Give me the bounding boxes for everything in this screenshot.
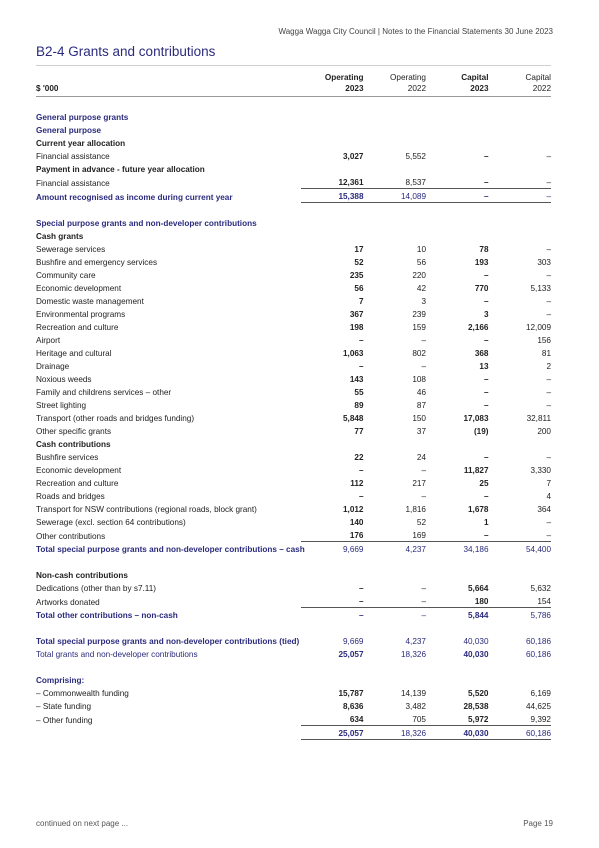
col-operating-2022: Operating 2022 — [364, 72, 427, 97]
row-label: Bushfire and emergency services — [36, 258, 158, 267]
row-value: 5,520 — [468, 689, 489, 698]
row-value: 14,139 — [400, 689, 426, 698]
row-value: 150 — [412, 414, 426, 423]
row-value: – — [483, 492, 489, 501]
row-value: 140 — [349, 518, 364, 527]
row-value: 770 — [474, 284, 489, 293]
row-value: – — [358, 362, 364, 371]
row-value: 180 — [474, 597, 489, 606]
row-value: – — [421, 362, 426, 371]
row-value: – — [421, 492, 426, 501]
table-row — [36, 255, 551, 268]
table-row — [36, 463, 551, 476]
row-value: – — [483, 297, 489, 306]
row-value: 5,632 — [530, 584, 551, 593]
row-value: 5,664 — [468, 584, 489, 593]
table-row: Financial assistance 3,027 5,552 – – — [36, 152, 551, 161]
comprising-heading: Comprising: — [36, 676, 85, 685]
row-value: – — [483, 375, 489, 384]
group-heading: Current year allocation — [36, 139, 126, 148]
row-value: 22 — [354, 453, 364, 462]
row-value: 217 — [412, 479, 426, 488]
row-label: Domestic waste management — [36, 297, 144, 306]
row-value: 169 — [364, 528, 427, 542]
table-row — [36, 307, 551, 320]
row-value: 3 — [483, 310, 489, 319]
row-value: – — [483, 453, 489, 462]
row-value: 56 — [354, 284, 364, 293]
row-value: – — [421, 597, 426, 606]
table-row — [36, 699, 551, 712]
row-value: 81 — [541, 349, 551, 358]
row-label: Airport — [36, 336, 61, 345]
table-row — [36, 502, 551, 515]
row-label: Noxious weeds — [36, 375, 92, 384]
row-value: 7 — [546, 479, 551, 488]
group-heading: Non-cash contributions — [36, 571, 128, 580]
row-value: 8,636 — [343, 702, 364, 711]
row-value: 176 — [301, 528, 364, 542]
total-row: Total other contributions – non-cash – – 5,844 5,786 — [36, 608, 551, 622]
row-value: 15,787 — [338, 689, 364, 698]
total-row: 25,057 18,326 40,030 60,186 — [36, 726, 551, 740]
section-subheading: General purpose — [36, 126, 102, 135]
row-value: 5,972 — [468, 715, 489, 724]
table-row — [36, 489, 551, 502]
row-value: 3,482 — [405, 702, 426, 711]
row-value: 28,538 — [463, 702, 489, 711]
row-value: – — [421, 584, 426, 593]
table-row — [36, 528, 551, 542]
row-value: 37 — [416, 427, 426, 436]
row-value: – — [489, 528, 552, 542]
row-value: – — [421, 336, 426, 345]
group-heading: Cash contributions — [36, 440, 111, 449]
group-heading: Cash grants — [36, 232, 84, 241]
group-heading: Payment in advance - future year allocation — [36, 165, 205, 174]
total-row: Total special purpose grants and non-developer contributions (tied) 9,669 4,237 40,030 60,186 — [36, 637, 551, 646]
row-value: 46 — [416, 388, 426, 397]
table-row — [36, 268, 551, 281]
row-value: 89 — [354, 401, 364, 410]
row-value: 32,811 — [526, 414, 551, 423]
row-value: 9,392 — [530, 715, 551, 724]
row-value: – — [426, 528, 489, 542]
row-value: – — [546, 310, 551, 319]
col-capital-2023: Capital 2023 — [426, 72, 489, 97]
row-value: 156 — [537, 336, 551, 345]
total-row: Total special purpose grants and non-developer contributions – cash 9,669 4,237 34,186 54,400 — [36, 545, 551, 554]
unit-label: $ '000 — [36, 72, 301, 97]
row-value: 220 — [412, 271, 426, 280]
table-row — [36, 581, 551, 594]
row-value: 634 — [349, 715, 364, 724]
table-row — [36, 594, 551, 608]
row-value: – — [546, 271, 551, 280]
section-heading: Special purpose grants and non-developer contributions — [36, 219, 257, 228]
row-label: Recreation and culture — [36, 323, 119, 332]
row-value: (19) — [473, 427, 489, 436]
row-value: 303 — [537, 258, 551, 267]
row-value: – — [358, 466, 364, 475]
table-row — [36, 398, 551, 411]
title-divider — [36, 65, 551, 66]
row-label: Heritage and cultural — [36, 349, 112, 358]
table-row: Financial assistance 12,361 8,537 – – — [36, 175, 551, 189]
row-value: 143 — [349, 375, 364, 384]
row-label: Family and childrens services – other — [36, 388, 172, 397]
grand-total-row: Total grants and non-developer contributions 25,057 18,326 40,030 60,186 — [36, 650, 551, 659]
row-value: – — [546, 375, 551, 384]
row-value: 7 — [358, 297, 364, 306]
row-value: – — [546, 518, 551, 527]
table-row — [36, 385, 551, 398]
row-value: 200 — [537, 427, 551, 436]
row-value: – — [358, 336, 364, 345]
col-operating-2023: Operating 2023 — [301, 72, 364, 97]
row-value: – — [358, 597, 364, 606]
row-value: 55 — [354, 388, 364, 397]
row-label: Other specific grants — [36, 427, 112, 436]
col-capital-2022: Capital 2022 — [489, 72, 552, 97]
row-value: 25 — [479, 479, 489, 488]
row-value: 2,166 — [468, 323, 489, 332]
row-value: 52 — [416, 518, 426, 527]
row-value: 10 — [416, 245, 426, 254]
row-label: Transport (other roads and bridges funding) — [36, 414, 195, 423]
row-value: 2 — [546, 362, 551, 371]
continued-note: continued on next page ... — [36, 819, 129, 828]
row-value: 1 — [483, 518, 489, 527]
table-row — [36, 686, 551, 699]
row-label: Sewerage services — [36, 245, 106, 254]
row-value: 235 — [349, 271, 364, 280]
row-value: – — [483, 401, 489, 410]
row-label: Transport for NSW contributions (regional roads, block grant) — [36, 505, 257, 514]
row-value: 5,133 — [530, 284, 551, 293]
total-row: Amount recognised as income during current year 15,388 14,089 – – — [36, 189, 551, 203]
row-value: 87 — [416, 401, 426, 410]
page-header: Wagga Wagga City Council | Notes to the Financial Statements 30 June 2023 — [278, 27, 553, 36]
row-value: – — [546, 388, 551, 397]
row-value: 1,816 — [405, 505, 426, 514]
row-value: 239 — [412, 310, 426, 319]
grants-table — [36, 72, 551, 740]
row-value: 705 — [412, 715, 426, 724]
row-label: Other contributions — [36, 531, 106, 541]
table-row — [36, 359, 551, 372]
row-value: 42 — [416, 284, 426, 293]
row-value: 24 — [416, 453, 426, 462]
row-value: 198 — [349, 323, 364, 332]
row-label: Economic development — [36, 466, 122, 475]
row-value: – — [546, 245, 551, 254]
table-header-row — [36, 72, 551, 97]
row-value: 364 — [537, 505, 551, 514]
table-row — [36, 242, 551, 255]
row-value: 368 — [474, 349, 489, 358]
row-value: 56 — [416, 258, 426, 267]
row-label: Dedications (other than by s7.11) — [36, 584, 156, 593]
row-value: – — [358, 492, 364, 501]
row-value: 78 — [479, 245, 489, 254]
table-row — [36, 515, 551, 528]
table-row — [36, 320, 551, 333]
row-value: 1,012 — [343, 505, 364, 514]
row-value: 12,009 — [525, 323, 551, 332]
table-row — [36, 712, 551, 726]
row-value: – — [483, 336, 489, 345]
row-value: 6,169 — [530, 689, 551, 698]
row-label: Drainage — [36, 362, 70, 371]
row-value: 5,848 — [343, 414, 364, 423]
table-row — [36, 476, 551, 489]
table-row — [36, 450, 551, 463]
row-value: 44,625 — [525, 702, 551, 711]
section-title: B2-4 Grants and contributions — [36, 44, 216, 59]
table-row — [36, 294, 551, 307]
row-value: 108 — [412, 375, 426, 384]
row-label: Economic development — [36, 284, 122, 293]
row-label: Street lighting — [36, 401, 87, 410]
row-value: 367 — [349, 310, 364, 319]
row-value: 112 — [350, 479, 364, 488]
row-label: – Commonwealth funding — [36, 689, 129, 698]
row-value: 4 — [546, 492, 551, 501]
table-row — [36, 333, 551, 346]
row-value: – — [421, 466, 426, 475]
row-value: 154 — [537, 597, 551, 606]
row-label: Sewerage (excl. section 64 contributions) — [36, 518, 186, 527]
row-value: 193 — [474, 258, 489, 267]
row-value: 11,827 — [463, 466, 489, 475]
row-value: 159 — [412, 323, 426, 332]
row-value: 17 — [354, 245, 364, 254]
row-label: – Other funding — [36, 715, 93, 725]
row-value: – — [546, 297, 551, 306]
row-value: 1,678 — [468, 505, 489, 514]
table-row — [36, 346, 551, 359]
table-row — [36, 372, 551, 385]
table-row — [36, 281, 551, 294]
row-value: 17,083 — [463, 414, 489, 423]
row-value: – — [546, 453, 551, 462]
row-label: Community care — [36, 271, 96, 280]
row-value: – — [483, 271, 489, 280]
row-label: Bushfire services — [36, 453, 99, 462]
row-value: 77 — [354, 427, 364, 436]
row-label: Roads and bridges — [36, 492, 105, 501]
table-row — [36, 424, 551, 437]
row-label: – State funding — [36, 702, 92, 711]
row-value: – — [358, 584, 364, 593]
row-value: 1,063 — [343, 349, 364, 358]
page-number: Page 19 — [523, 819, 553, 828]
row-label: Recreation and culture — [36, 479, 119, 488]
row-value: 3,330 — [530, 466, 551, 475]
row-value: 3 — [421, 297, 426, 306]
row-value: 13 — [479, 362, 489, 371]
section-heading: General purpose grants — [36, 113, 129, 122]
row-value: 802 — [412, 349, 426, 358]
row-label: Environmental programs — [36, 310, 126, 319]
row-value: – — [546, 401, 551, 410]
table-row — [36, 411, 551, 424]
row-label: Artworks donated — [36, 597, 100, 607]
row-value: – — [483, 388, 489, 397]
row-value: 52 — [354, 258, 364, 267]
